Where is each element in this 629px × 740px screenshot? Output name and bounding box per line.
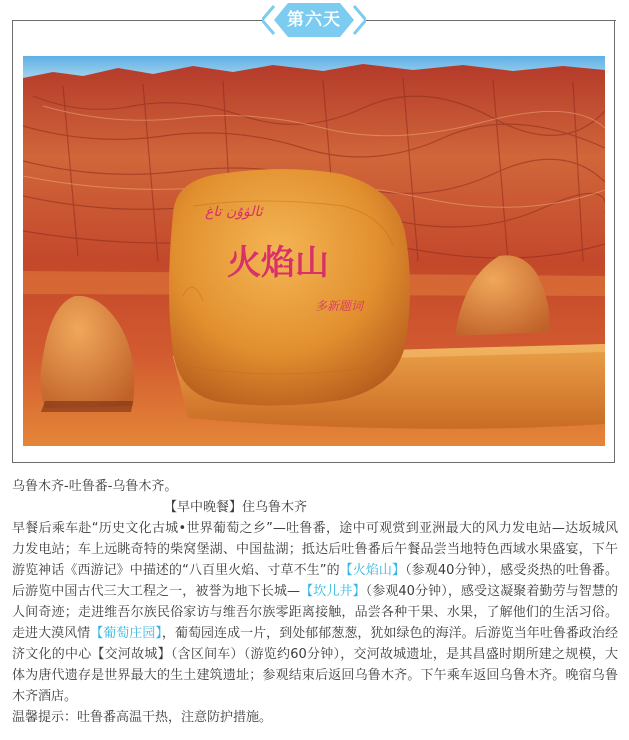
itinerary-text: [12, 476, 618, 728]
left-rock-shadow: [41, 401, 133, 412]
meals-line: 【早中晚餐】住乌鲁木齐: [164, 500, 308, 515]
highlight-grape-manor: 【葡萄庄园】: [90, 626, 162, 641]
desc-part-3: （参观40分钟），感受这凝聚着勤劳与智慧的人间奇迹；走进维吾尔族民俗家访与维吾尔族零距离接触，品尝各种干果、水果，了解他们的生活习俗。走进大漠风情: [12, 584, 618, 641]
highlight-karez-well: 【坎儿井】: [300, 584, 366, 599]
rock-inscription-signature: 多新题词: [315, 299, 364, 313]
day-label: 第六天: [287, 10, 341, 30]
itinerary-description: [12, 518, 618, 707]
warm-tip: 温馨提示：吐鲁番高温干热，注意防护措施。: [12, 710, 273, 725]
desc-part-4: ，葡萄园连成一片，到处郁郁葱葱，犹如绿色的海洋。后游览当年吐鲁番政治经济文化的中心【交河故城】（含区间车）（游览约60分钟），交河故城遗址，是其昌盛时期所建之规模，大体为唐代遗存是世界最大的生土建筑遗址；参观结束后返回乌鲁木齐。下午乘车返回乌鲁木齐。晚宿乌鲁木齐酒店。: [12, 626, 618, 704]
flaming-mountain-photo: [23, 56, 605, 446]
desc-part-2: （参观40分钟），感受炎热的吐鲁番。后游览中国古代三大工程之一，被誉为地下长城—: [12, 563, 618, 599]
rock-inscription-top: ئالۋۇن تاغ: [205, 204, 263, 220]
desc-part-1: 早餐后乘车赴“历史文化古城•世界葡萄之乡”—吐鲁番，途中可观赏到亚洲最大的风力发电站—达坂城风力发电站；车上远眺奇特的柴窝堡湖、中国盐湖；抵达后吐鲁番后午餐品尝当地特色西域水果盛宴，下午游览神话《西游记》中描述的“八百里火焰、寸草不生”的: [12, 521, 618, 578]
highlight-flaming-mountain: 【火焰山】: [339, 563, 406, 578]
rock-inscription-title: 火焰山: [227, 243, 329, 283]
route-line: 乌鲁木齐-吐鲁番-乌鲁木齐。: [12, 479, 178, 494]
